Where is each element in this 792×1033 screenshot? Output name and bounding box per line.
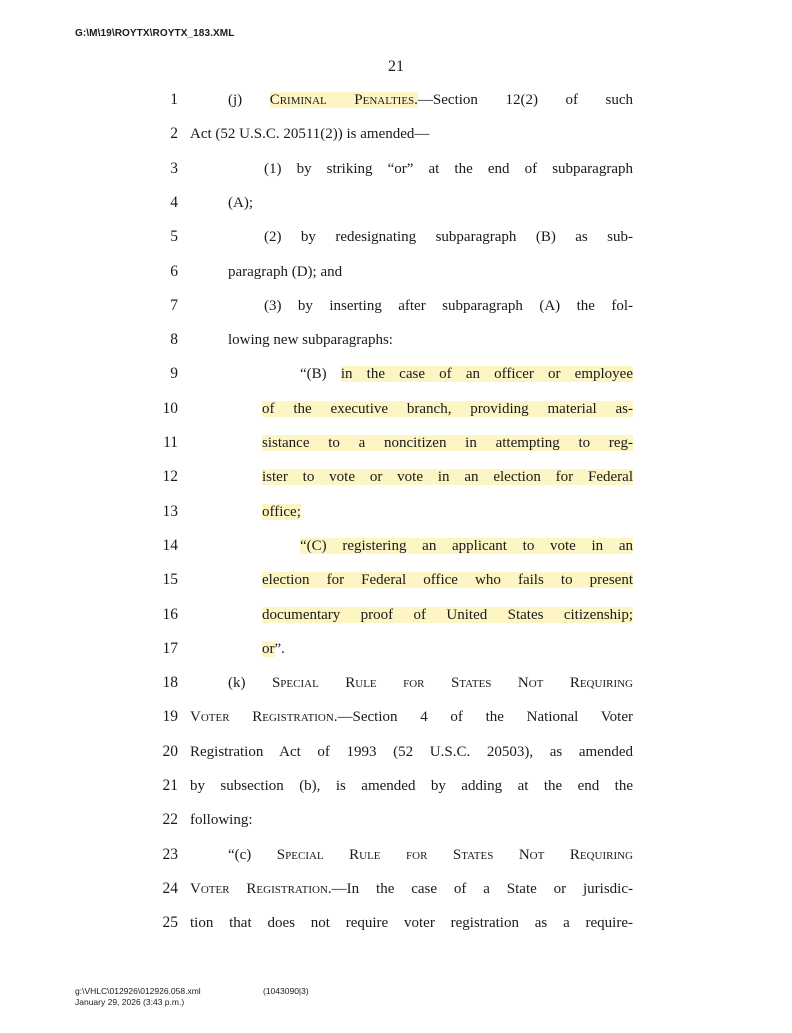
line-text — [190, 705, 633, 729]
line-number: 21 — [162, 777, 178, 794]
line-number: 7 — [170, 296, 178, 314]
document-line — [0, 774, 792, 798]
line-text — [190, 774, 633, 798]
line-text — [190, 911, 633, 935]
footer-path: g:\VHLC\012926\012926.058.xml — [75, 986, 201, 996]
text-segment: by subsection (b), is amended by adding at the end the — [190, 778, 633, 794]
document-line — [0, 740, 792, 764]
line-text — [190, 740, 633, 764]
text-segment: “(c) — [228, 846, 277, 863]
document-line — [0, 568, 792, 592]
line-number: 4 — [170, 193, 178, 211]
line-number: 15 — [162, 571, 178, 589]
footer-code: (1043090|3) — [263, 986, 309, 996]
line-number: 6 — [170, 262, 178, 280]
line-text — [190, 122, 633, 146]
line-number: 5 — [170, 228, 178, 246]
text-segment: (1) by striking “or” at the end of subparagraph — [264, 160, 633, 177]
highlighted-text: Criminal Penalties. — [269, 92, 418, 108]
line-text — [228, 88, 633, 112]
line-number: 1 — [170, 91, 178, 108]
line-number: 13 — [162, 502, 178, 520]
line-text — [262, 397, 633, 421]
document-line — [0, 877, 792, 901]
line-text — [300, 362, 633, 386]
text-segment: Voter Registration. — [190, 880, 332, 897]
text-segment: “(B) — [300, 366, 341, 383]
line-number: 16 — [162, 605, 178, 623]
line-number: 8 — [170, 331, 178, 349]
line-number: 9 — [170, 365, 178, 383]
text-segment: tion that does not require voter registration as a require- — [190, 915, 633, 932]
line-text — [228, 843, 633, 867]
line-text — [264, 294, 633, 318]
line-number: 2 — [170, 125, 178, 143]
document-line — [0, 260, 792, 284]
document-line — [0, 465, 792, 489]
text-segment: —Section 12(2) of such — [417, 92, 633, 108]
document-line — [0, 294, 792, 318]
text-segment: —Section 4 of the National Voter — [337, 709, 633, 726]
highlighted-text: “(C) registering an applicant to vote in an — [300, 537, 633, 554]
document-line — [0, 808, 792, 832]
text-segment: Voter Registration. — [190, 709, 338, 726]
line-number: 25 — [162, 914, 178, 932]
line-text — [262, 637, 633, 661]
line-text — [264, 157, 633, 181]
line-number: 11 — [163, 434, 178, 451]
document-line — [0, 431, 792, 455]
line-number: 23 — [162, 845, 178, 863]
document-line — [0, 397, 792, 421]
text-segment: —In the case of a State or jurisdic- — [331, 880, 633, 897]
document-line — [0, 88, 792, 112]
text-segment: paragraph (D); and — [228, 263, 343, 280]
document-line — [0, 191, 792, 215]
line-number: 12 — [162, 468, 178, 486]
line-text — [300, 534, 633, 558]
line-number: 14 — [162, 536, 178, 554]
text-segment: (2) by redesignating subparagraph (B) as sub- — [264, 229, 633, 246]
text-segment: Act (52 U.S.C. 20511(2)) is amended— — [190, 126, 430, 143]
line-number: 3 — [170, 159, 178, 177]
document-line — [0, 603, 792, 627]
line-number: 19 — [162, 708, 178, 726]
text-segment: Special Rule for States Not Requiring — [276, 846, 633, 863]
line-text — [264, 225, 633, 249]
document-line — [0, 637, 792, 661]
document-line — [0, 843, 792, 867]
footer-info — [75, 986, 201, 1008]
document-line — [0, 328, 792, 352]
line-text — [262, 603, 633, 627]
document-line — [0, 157, 792, 181]
document-line — [0, 705, 792, 729]
header-file-path: G:\M\19\ROYTX\ROYTX_183.XML — [75, 28, 235, 39]
line-text — [262, 465, 633, 489]
highlighted-text: election for Federal office who fails to present — [262, 572, 633, 589]
footer-date: January 29, 2026 (3:43 p.m.) — [75, 997, 185, 1007]
text-segment: ”. — [274, 640, 285, 657]
text-segment: (A); — [228, 194, 253, 211]
page-number: 21 — [388, 58, 404, 75]
line-number: 10 — [162, 399, 178, 417]
text-segment: (k) — [228, 675, 272, 692]
highlighted-text: sistance to a noncitizen in attempting to reg- — [262, 435, 633, 451]
text-segment: Registration Act of 1993 (52 U.S.C. 20503), as amended — [190, 743, 633, 760]
line-text — [190, 808, 633, 832]
line-text — [190, 877, 633, 901]
highlighted-text: ister to vote or vote in an election for Federal — [262, 469, 633, 486]
document-line — [0, 671, 792, 695]
text-segment: following: — [190, 812, 253, 829]
document-line — [0, 225, 792, 249]
line-number: 22 — [162, 811, 178, 829]
document-line — [0, 122, 792, 146]
document-line — [0, 500, 792, 524]
document-line — [0, 534, 792, 558]
line-text — [228, 191, 633, 215]
text-segment: (j) — [228, 92, 270, 108]
text-segment: (3) by inserting after subparagraph (A) the fol- — [264, 297, 633, 314]
line-number: 20 — [162, 742, 178, 760]
highlighted-text: documentary proof of United States citizenship; — [262, 606, 633, 623]
text-segment: Special Rule for States Not Requiring — [271, 675, 633, 692]
highlighted-text: office; — [262, 503, 301, 520]
line-number: 18 — [162, 674, 178, 692]
line-text — [262, 500, 633, 524]
line-text — [262, 431, 633, 455]
line-text — [228, 671, 633, 695]
text-segment: lowing new subparagraphs: — [228, 332, 393, 349]
highlighted-text: or — [262, 640, 275, 657]
line-number: 24 — [162, 879, 178, 897]
line-text — [228, 260, 633, 284]
highlighted-text: of the executive branch, providing material as- — [262, 400, 633, 417]
highlighted-text: in the case of an officer or employee — [340, 366, 633, 383]
document-line — [0, 911, 792, 935]
document-line — [0, 362, 792, 386]
line-text — [262, 568, 633, 592]
line-text — [228, 328, 633, 352]
line-number: 17 — [162, 639, 178, 657]
